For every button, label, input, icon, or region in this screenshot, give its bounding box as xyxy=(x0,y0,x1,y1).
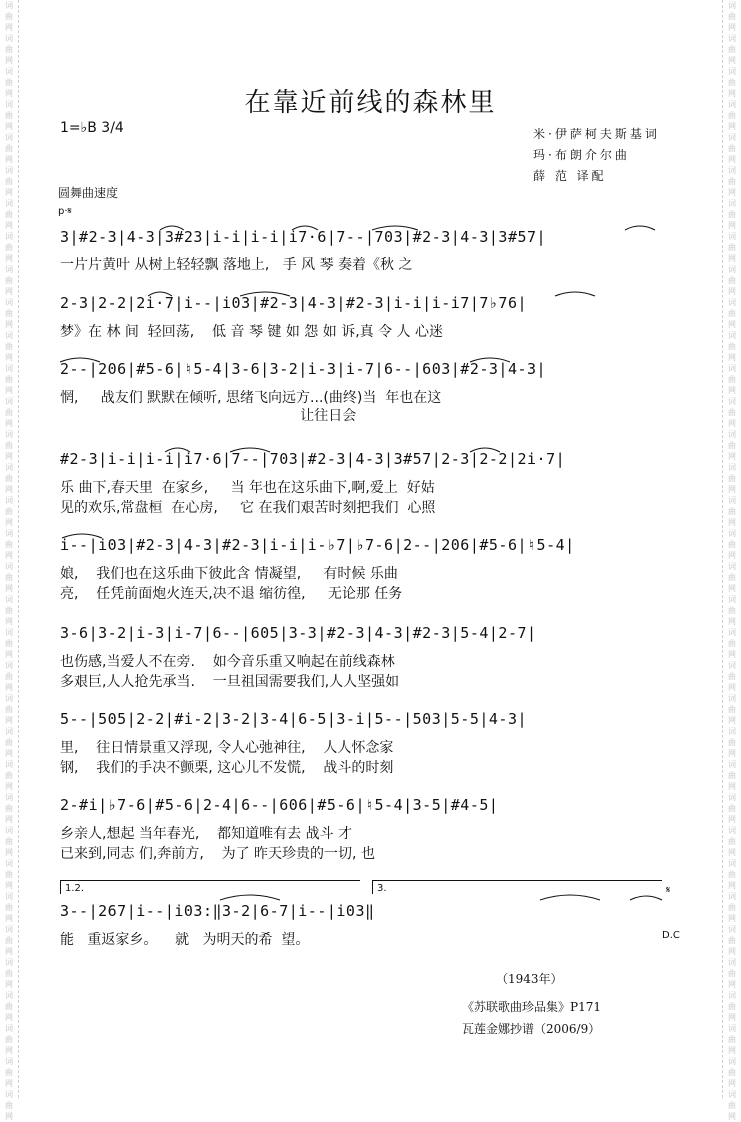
lyrics-row-6-verse-2: 多艰巨,人人抢先承当. 一旦祖国需要我们,人人坚强如 xyxy=(60,674,400,690)
watermark-right: 词曲网词曲网词曲网词曲网词曲网词曲网词曲网词曲网词曲网词曲网词曲网词曲网词曲网词曲网词曲网词曲网词曲网词曲网词曲网词曲网词曲网词曲网词曲网词曲网词曲网词曲网词曲网词曲网词曲网词曲网词曲网词曲网词曲网词曲网 xyxy=(728,1,736,1121)
volta-3: 3. xyxy=(372,880,662,894)
notes-row-2: 2-3|2-2|2i·7|i--|i03|#2-3|4-3|#2-3|i-i|i-i7|7♭76| xyxy=(60,294,528,312)
notes-row-4: #2-3|i-i|i-i|i7·6|7--|703|#2-3|4-3|3#57|2-3|2-2|2i·7| xyxy=(60,450,566,468)
song-title: 在靠近前线的森林里 xyxy=(244,88,497,118)
lyrics-row-8-verse-2: 已来到,同志 们,奔前方, 为了 昨天珍贵的一切, 也 xyxy=(60,846,375,862)
lyrics-row-5-verse-2: 亮, 任凭前面炮火连天,决不退 缩彷徨, 无论那 任务 xyxy=(60,586,403,602)
volta-1-2: 1.2. xyxy=(60,880,360,894)
notes-row-7: 5--|505|2-2|#i-2|3-2|3-4|6-5|3-i|5--|503|5-5|4-3| xyxy=(60,710,528,728)
credit-composer: 玛·布朗介尔曲 xyxy=(533,148,630,162)
lyrics-row-7-verse-2: 钢, 我们的手决不颤栗, 这心儿不发慌, 战斗的时刻 xyxy=(60,760,394,776)
key-signature: 1=♭B 3/4 xyxy=(60,120,124,136)
watermark-left: 词曲网词曲网词曲网词曲网词曲网词曲网词曲网词曲网词曲网词曲网词曲网词曲网词曲网词曲网词曲网词曲网词曲网词曲网词曲网词曲网词曲网词曲网词曲网词曲网词曲网词曲网词曲网词曲网词曲网词曲网词曲网词曲网词曲网词曲网 xyxy=(5,1,13,1121)
da-capo-mark: D.C xyxy=(662,930,680,941)
footer-year: （1943年） xyxy=(496,972,563,986)
lyrics-row-7-verse-1: 里, 往日情景重又浮现, 令人心弛神往, 人人怀念家 xyxy=(60,740,394,756)
notes-row-8: 2-#i|♭7-6|#5-6|2-4|6--|606|#5-6|♮5-4|3-5|#4-5| xyxy=(60,796,499,814)
notes-row-6: 3-6|3-2|i-3|i-7|6--|605|3-3|#2-3|4-3|#2-3|5-4|2-7| xyxy=(60,624,537,642)
segno-end: 𝄋 xyxy=(666,885,671,896)
notes-row-3: 2--|206|#5-6|♮5-4|3-6|3-2|i-3|i-7|6--|603|#2-3|4-3| xyxy=(60,360,547,378)
credit-translator: 薛 范 译配 xyxy=(533,169,607,183)
lyrics-row-2-verse-1: 梦》在 林 间 轻回荡, 低 音 琴 键 如 怨 如 诉,真 令 人 心迷 xyxy=(60,324,444,340)
credit-lyricist: 米·伊萨柯夫斯基词 xyxy=(533,127,660,141)
segno-start: p·𝄋 xyxy=(58,206,72,217)
lyrics-row-9-verse-1: 能 重返家乡。 就 为明天的希 望。 xyxy=(60,932,310,948)
lyrics-row-1-verse-1: 一片片黄叶 从树上轻轻飘 落地上, 手 风 琴 奏着《秋 之 xyxy=(60,257,413,273)
notes-row-5: i--|i03|#2-3|4-3|#2-3|i-i|i-♭7|♭7-6|2--|206|#5-6|♮5-4| xyxy=(60,536,575,554)
tempo-marking: 圆舞曲速度 xyxy=(58,186,119,200)
lyrics-row-5-verse-1: 娘, 我们也在这乐曲下彼此含 情凝望, 有时候 乐曲 xyxy=(60,566,398,582)
lyrics-row-4-verse-2: 见的欢乐,常盘桓 在心房, 它 在我们艰苦时刻把我们 心照 xyxy=(60,500,436,516)
footer-transcriber: 瓦莲金娜抄谱（2006/9） xyxy=(462,1022,601,1036)
lyrics-row-8-verse-1: 乡亲人,想起 当年春光, 都知道唯有去 战斗 才 xyxy=(60,826,353,842)
footer-source: 《苏联歌曲珍品集》P171 xyxy=(462,1000,601,1014)
lyrics-row-4-verse-1: 乐 曲下,春天里 在家乡, 当 年也在这乐曲下,啊,爱上 好姑 xyxy=(60,480,435,496)
notes-row-9: 3--|267|i--|i03:‖3-2|6-7|i--|i03‖ xyxy=(60,902,375,920)
lyrics-row-3-verse-1: 惘, 战友们 默默在倾听, 思绪飞向远方...(曲终)当 年也在这 xyxy=(60,390,442,406)
lyrics-row-3-verse-2: 让往日会 xyxy=(60,408,357,424)
lyrics-row-6-verse-1: 也伤感,当爱人不在旁. 如今音乐重又响起在前线森林 xyxy=(60,654,395,670)
notes-row-1: 3|#2-3|4-3|3#23|i-i|i-i|i7·6|7--|703|#2-3|4-3|3#57| xyxy=(60,228,547,246)
